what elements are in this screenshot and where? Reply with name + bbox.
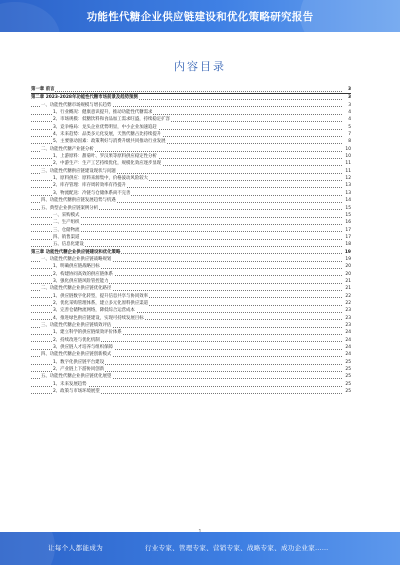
toc-entry-page: 19 xyxy=(342,256,351,263)
toc-entry-label: 3、完善仓储物流网络，降低综合运营成本 xyxy=(53,308,135,314)
toc-entry-label: 4、推进绿色供应链建设，实现可持续发展目标 xyxy=(53,315,144,321)
toc-entry[interactable] xyxy=(31,337,351,344)
toc-entry-page: 4 xyxy=(342,109,351,116)
toc-entry-label: 二、生产组织 xyxy=(53,220,80,226)
toc-entry[interactable] xyxy=(31,249,351,256)
toc-entry-page: 24 xyxy=(342,337,351,344)
header-banner xyxy=(0,0,400,32)
toc-entry[interactable] xyxy=(31,285,351,292)
footer-slogan: 让每个人都能成为 xyxy=(48,544,104,552)
toc-leader-dots xyxy=(31,91,342,92)
toc-entry-label: 一、采购模式 xyxy=(53,212,80,218)
toc-entry[interactable] xyxy=(31,278,351,285)
toc-entry[interactable] xyxy=(31,160,351,167)
toc-entry-label: 四、销售渠道 xyxy=(53,234,80,240)
toc-entry-label: 3、供应链人才培养与组织保障 xyxy=(53,345,113,351)
toc-entry[interactable] xyxy=(31,212,351,219)
toc-entry-label: 2、库存管理：库存周转效率有待提升 xyxy=(53,183,127,189)
toc-entry[interactable] xyxy=(31,241,351,248)
toc-entry-label: 三、仓储物流 xyxy=(53,227,80,233)
toc-entry-label: 1、数字化供应链平台建设 xyxy=(53,359,105,365)
toc-entry-label: 三、功能性代糖供应链建设现状与问题 xyxy=(41,168,116,174)
toc-entry-page: 20 xyxy=(342,271,351,278)
toc-entry-label: 三、功能性代糖企业供应链绩效评估 xyxy=(41,323,112,328)
toc-entry-page: 25 xyxy=(342,359,351,366)
toc-entry-label: 二、功能性代糖企业供应链优化路径 xyxy=(41,286,112,292)
toc-entry[interactable] xyxy=(31,315,351,322)
toc-entry[interactable] xyxy=(31,182,351,189)
toc-entry-page: 15 xyxy=(342,212,351,219)
toc-entry-label: 第一章 前言 xyxy=(31,87,55,92)
toc-entry-label: 五、典型企业供应链案例分析 xyxy=(41,205,99,211)
toc-entry-label: 四、功能性代糖供应链发展趋势与机遇 xyxy=(41,198,116,204)
toc-entry-page: 25 xyxy=(342,388,351,395)
toc-entry[interactable] xyxy=(31,322,351,329)
toc-entry-label: 1、未来发展趋势 xyxy=(53,381,87,387)
toc-entry-label: 2、优化采购管理体系，建立多元化原料供应渠道 xyxy=(53,300,148,306)
toc-entry-page: 17 xyxy=(342,227,351,234)
footer-banner xyxy=(0,532,400,565)
toc-entry-page: 13 xyxy=(342,190,351,197)
toc-entry-label: 第三章 功能性代糖企业供应链建设和优化策略 xyxy=(31,249,121,255)
report-title: 功能性代糖企业供应链建设和优化策略研究报告 xyxy=(86,11,314,23)
toc-entry-label: 1、明确供应链战略目标 xyxy=(53,264,100,270)
toc-entry-label: 4、未来趋势：品类多元化发展，天然代糖占比持续提升 xyxy=(53,132,162,138)
toc-entry-label: 2、持续改进与优化机制 xyxy=(53,337,100,343)
toc-entry-page: 19 xyxy=(342,249,351,256)
toc-entry-page: 11 xyxy=(342,160,351,167)
toc-entry-page: 3 xyxy=(342,102,351,109)
toc-entry-page: 13 xyxy=(342,182,351,189)
banner-decoration xyxy=(0,532,55,565)
toc-entry-page: 24 xyxy=(342,344,351,351)
toc-entry-page: 10 xyxy=(342,153,351,160)
toc-entry-label: 3、强化供应链风险管控能力 xyxy=(53,278,109,284)
toc-entry-page: 24 xyxy=(342,351,351,358)
toc-entry[interactable] xyxy=(31,86,351,94)
toc-entry[interactable] xyxy=(31,197,351,204)
toc-entry[interactable] xyxy=(31,153,351,160)
toc-entry-label: 一、功能性代糖企业供应链战略规划 xyxy=(41,256,112,262)
toc-entry-label: 第二章 2023-2028年功能性代糖市场前景及趋势预测 xyxy=(31,95,138,101)
toc-entry[interactable] xyxy=(31,300,351,307)
toc-entry[interactable] xyxy=(31,109,351,116)
toc-entry-label: 五、信息化建设 xyxy=(53,242,84,248)
toc-entry[interactable] xyxy=(31,344,351,351)
toc-entry[interactable] xyxy=(31,293,351,300)
toc-entry-page: 3 xyxy=(342,86,351,93)
toc-entry-label: 2、政策与市场环境展望 xyxy=(53,389,100,395)
toc-entry-page: 5 xyxy=(342,124,351,131)
toc-entry-page: 10 xyxy=(342,146,351,153)
toc-entry[interactable] xyxy=(31,366,351,373)
toc-entry-page: 25 xyxy=(342,366,351,373)
toc-entry-label: 四、功能性代糖企业供应链创新模式 xyxy=(41,352,112,358)
toc-entry[interactable] xyxy=(31,102,351,109)
toc-entry[interactable] xyxy=(31,271,351,278)
toc-entry-page: 17 xyxy=(342,234,351,241)
toc-entry-page: 4 xyxy=(342,116,351,123)
toc-entry[interactable] xyxy=(31,219,351,226)
toc-entry-page: 21 xyxy=(342,285,351,292)
toc-entry-page: 22 xyxy=(342,300,351,307)
toc-entry-page: 14 xyxy=(342,197,351,204)
toc-entry[interactable] xyxy=(31,146,351,153)
toc-entry[interactable] xyxy=(31,227,351,234)
toc-entry-label: 1、上游原料：甜菊叶、罗汉果等原料供应稳定性分析 xyxy=(53,154,157,160)
toc-entry[interactable] xyxy=(31,124,351,131)
toc-entry-label: 五、功能性代糖企业供应链优化展望 xyxy=(41,374,112,380)
toc-entry-page: 16 xyxy=(342,219,351,226)
toc-heading: 内容目录 xyxy=(174,60,226,73)
toc-entry-page: 8 xyxy=(342,138,351,145)
toc-entry-label: 1、原料供应：原料来源集中，价格波动风险较大 xyxy=(53,176,148,182)
toc-entry[interactable] xyxy=(31,373,351,380)
toc-entry-page: 12 xyxy=(342,175,351,182)
toc-entry-page: 18 xyxy=(342,241,351,248)
toc-entry-page: 22 xyxy=(342,293,351,300)
toc-entry-label: 2、产业链上下游协同创新 xyxy=(53,367,105,373)
toc-entry-label: 1、行业概况：健康意识提升，推动功能性代糖需求 xyxy=(53,110,153,116)
toc-entry-page: 23 xyxy=(342,315,351,322)
toc-entry[interactable] xyxy=(31,190,351,197)
toc-entry[interactable] xyxy=(31,116,351,123)
toc-entry-page: 20 xyxy=(342,263,351,270)
toc-entry-page: 25 xyxy=(342,381,351,388)
toc-entry-label: 一、功能性代糖市场规模与增长趋势 xyxy=(41,102,112,108)
toc-entry[interactable] xyxy=(31,263,351,270)
toc-entry-label: 5、主要驱动因素：政策利好与消费升级共同推动行业发展 xyxy=(53,139,166,145)
toc-entry-page: 15 xyxy=(342,205,351,212)
toc-entry-page: 21 xyxy=(342,278,351,285)
toc-entry[interactable] xyxy=(31,234,351,241)
toc-entry-label: 1、供应链数字化转型，提升信息共享与协同效率 xyxy=(53,293,148,299)
toc-entry[interactable] xyxy=(31,388,351,395)
toc-entry-page: 25 xyxy=(342,373,351,380)
toc-entry-label: 2、构建协同高效的供应链体系 xyxy=(53,271,113,277)
toc-entry[interactable] xyxy=(31,381,351,388)
toc-entry-page: 24 xyxy=(342,329,351,336)
toc-entry[interactable] xyxy=(31,359,351,366)
toc-entry-page: 11 xyxy=(342,168,351,175)
toc-entry-page: 23 xyxy=(342,322,351,329)
toc-entry-label: 2、市场规模：低糖饮料和食品加工需求旺盛，持续稳定扩容 xyxy=(53,117,170,123)
toc-entry-page: 3 xyxy=(342,94,351,101)
footer-experts: 行业专家、管理专家、营销专家、战略专家、成功企业家…… xyxy=(145,544,329,552)
toc-entry-page: 7 xyxy=(342,131,351,138)
toc-entry[interactable] xyxy=(31,168,351,175)
toc-entry-page: 23 xyxy=(342,307,351,314)
toc-entry-label: 二、功能性代糖产业链分析 xyxy=(41,146,94,152)
toc-entry[interactable] xyxy=(31,351,351,358)
toc-entry-label: 3、物流配送：冷链与仓储体系尚不完善 xyxy=(53,190,131,196)
toc-entry-label: 3、竞争格局：龙头企业优势明显，中小企业加速追赶 xyxy=(53,124,157,130)
toc-entry-label: 1、建立科学的供应链绩效评价体系 xyxy=(53,330,122,336)
toc-entry[interactable] xyxy=(31,256,351,263)
toc-entry[interactable] xyxy=(31,138,351,145)
toc-entry[interactable] xyxy=(31,175,351,182)
table-of-contents xyxy=(31,86,351,395)
toc-entry[interactable] xyxy=(31,94,351,101)
toc-entry-label: 2、中游生产：生产工艺持续优化，规模化效应逐步显现 xyxy=(53,161,162,167)
toc-entry[interactable] xyxy=(31,131,351,138)
toc-entry[interactable] xyxy=(31,307,351,314)
toc-entry[interactable] xyxy=(31,329,351,336)
toc-entry[interactable] xyxy=(31,205,351,212)
